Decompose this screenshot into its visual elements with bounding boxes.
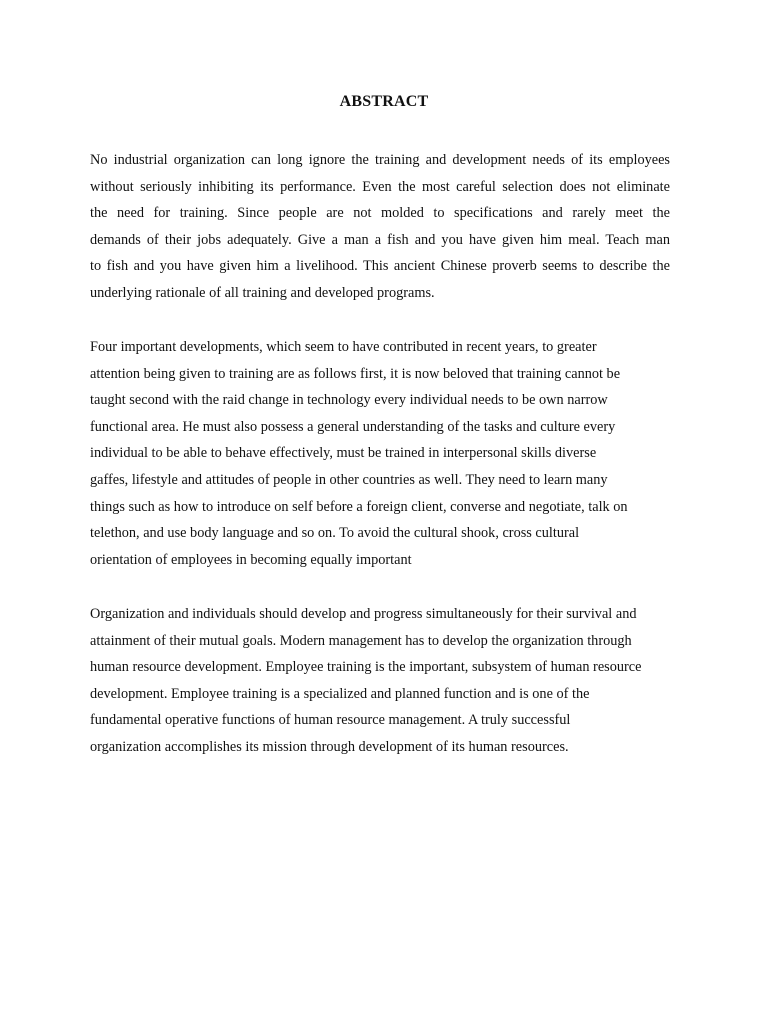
paragraph-line: organization accomplishes its mission through development of its human resources.	[90, 738, 569, 755]
abstract-paragraph-1	[90, 147, 670, 307]
paragraph-line: to fish and you have given him a livelihood. This ancient Chinese proverb seems to describe the	[90, 258, 670, 275]
document-title: ABSTRACT	[339, 93, 429, 110]
abstract-paragraph-3	[90, 601, 670, 761]
abstract-paragraph-2	[90, 334, 670, 573]
paragraph-line: gaffes, lifestyle and attitudes of people in other countries as well. They need to learn many	[90, 471, 608, 488]
paragraph-line: Organization and individuals should develop and progress simultaneously for their survival and	[90, 606, 637, 622]
paragraph-line: attention being given to training are as follows first, it is now beloved that training cannot be	[90, 365, 621, 382]
paragraph-line: things such as how to introduce on self before a foreign client, converse and negotiate, talk on	[90, 498, 628, 515]
paragraph-line: demands of their jobs adequately. Give a man a fish and you have given him meal. Teach man	[90, 231, 670, 248]
paragraph-line: Four important developments, which seem to have contributed in recent years, to greater	[90, 339, 597, 355]
paragraph-line: orientation of employees in becoming equally important	[90, 551, 412, 568]
paragraph-line: without seriously inhibiting its performance. Even the most careful selection does not eliminate	[90, 178, 670, 195]
paragraph-line: the need for training. Since people are not molded to specifications and rarely meet the	[90, 205, 670, 222]
paragraph-line: underlying rationale of all training and developed programs.	[90, 284, 435, 301]
paragraph-line: functional area. He must also possess a general understanding of the tasks and culture every	[90, 418, 616, 435]
paragraph-line: individual to be able to behave effectively, must be trained in interpersonal skills diverse	[90, 445, 597, 462]
paragraph-line: attainment of their mutual goals. Modern management has to develop the organization through	[90, 632, 632, 649]
paragraph-line: human resource development. Employee training is the important, subsystem of human resource	[90, 659, 642, 676]
paragraph-line: taught second with the raid change in technology every individual needs to be own narrow	[90, 392, 608, 409]
paragraph-line: development. Employee training is a specialized and planned function and is one of the	[90, 685, 590, 702]
paragraph-line: fundamental operative functions of human resource management. A truly successful	[90, 712, 571, 729]
paragraph-line: No industrial organization can long ignore the training and development needs of its employees	[90, 152, 670, 168]
paragraph-line: telethon, and use body language and so on. To avoid the cultural shook, cross cultural	[90, 525, 580, 542]
